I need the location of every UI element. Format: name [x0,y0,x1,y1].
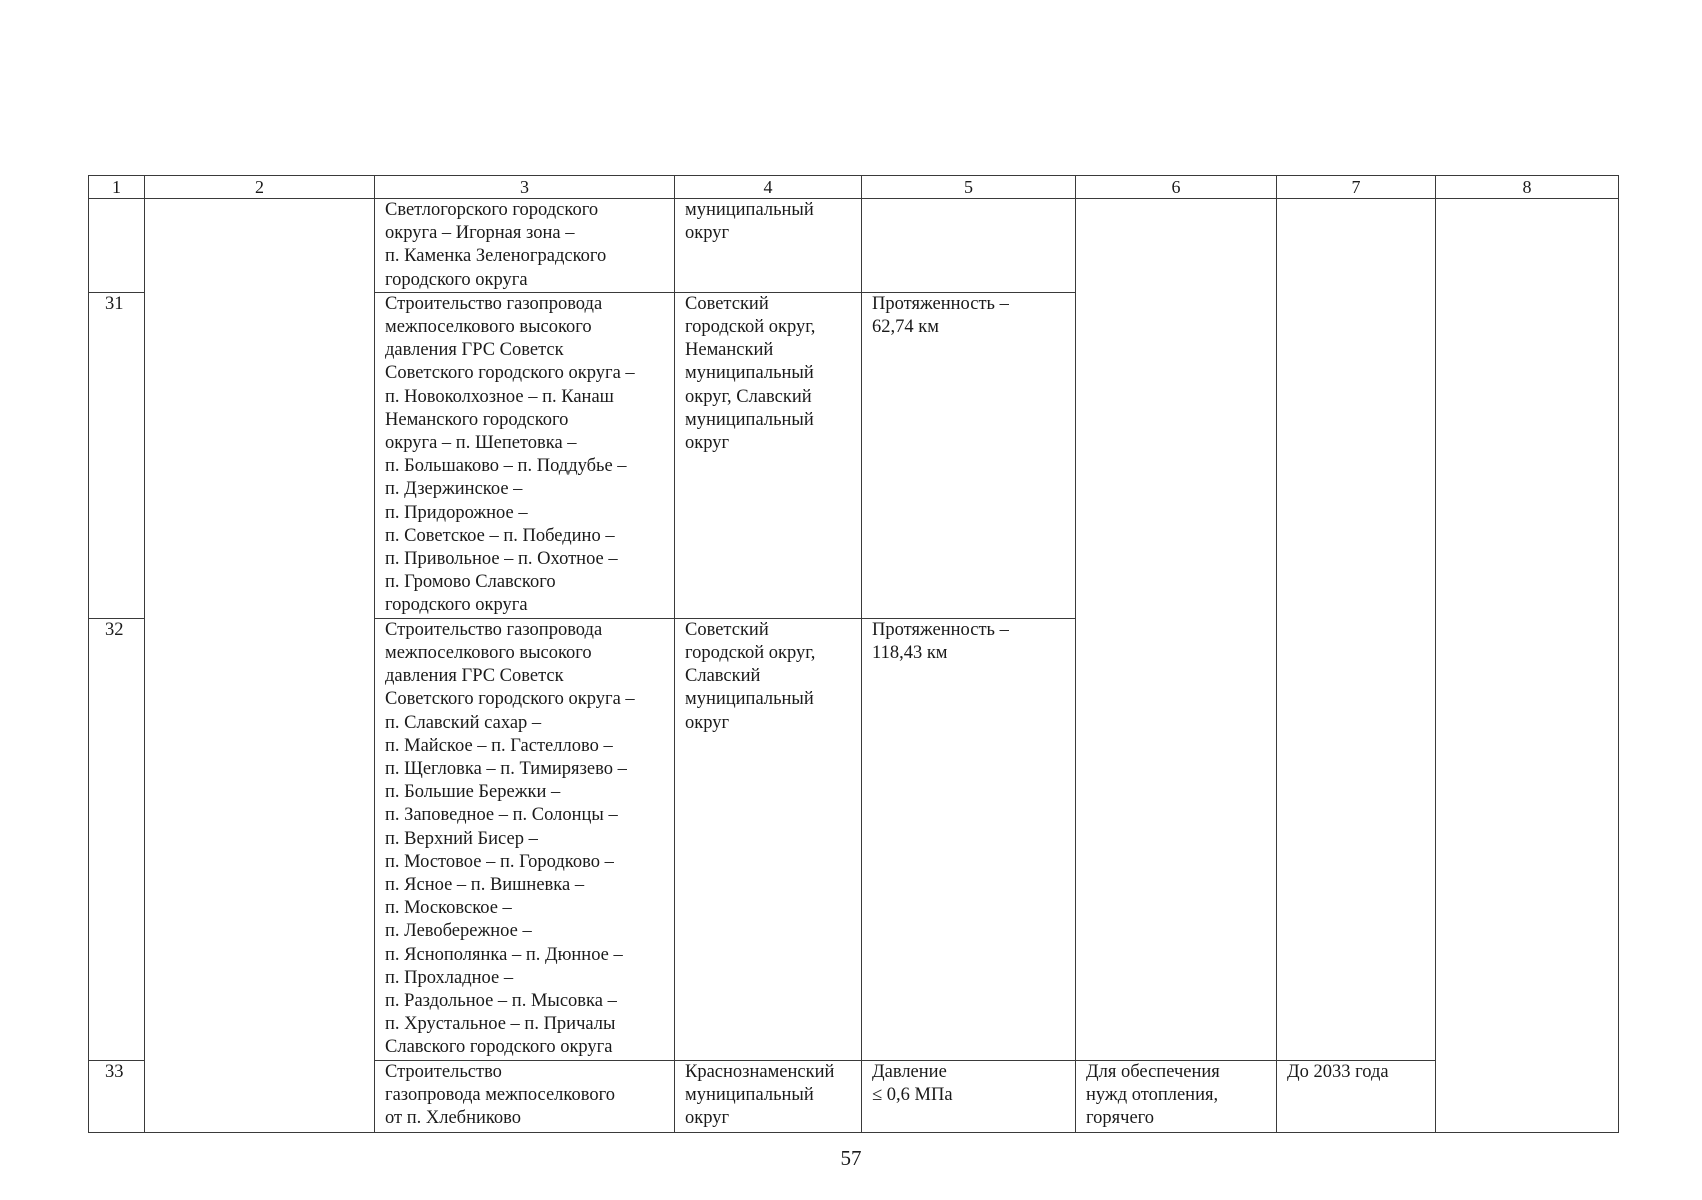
text-line: Неманский [685,340,774,361]
column-header: 3 [375,176,675,199]
group-column-2-cell [145,199,375,1133]
column-header: 8 [1436,176,1619,199]
deadline-merged-cell [1277,199,1436,1061]
text-line: Светлогорского городского [385,200,599,220]
purpose-merged-cell [1076,199,1277,1061]
text-line: горячего [1086,1108,1155,1129]
text-line: округа – п. Шепетовка – [385,433,577,454]
text-line: Советского городского округа – [385,363,635,384]
text-line: газопровода межпоселкового [385,1085,615,1106]
column-header: 2 [145,176,375,199]
text-line: нужд отопления, [1086,1085,1219,1106]
text-line: п. Левобережное – [385,921,532,942]
text-line: Давление [872,1061,947,1082]
location-cell [675,199,862,293]
text-line: от п. Хлебниково [385,1108,522,1129]
column-8-merged-cell [1436,199,1619,1133]
column-number-header-row [89,176,1619,199]
text-line: городского округа [385,595,528,616]
projects-table [88,175,1619,1133]
text-line: муниципальный [685,689,814,710]
text-line: п. Громово Славского [385,572,556,593]
text-line: п. Майское – п. Гастеллово – [385,735,613,756]
text-line: Строительство [385,1061,502,1082]
text-line: п. Прохладное – [385,967,514,988]
text-line: п. Новоколхозное – п. Канаш [385,386,614,407]
object-description-cell [375,199,675,293]
text-line: давления ГРС Советск [385,666,564,687]
row-number-cell: 32 [89,618,145,1060]
text-line: п. Яснополянка – п. Дюнное – [385,944,623,965]
text-line: п. Большие Бережки – [385,782,561,803]
column-header: 5 [862,176,1076,199]
text-line: Советского городского округа – [385,689,635,710]
text-line: межпоселкового высокого [385,643,592,664]
text-line: давления ГРС Советск [385,340,564,361]
text-line: округ [685,223,730,244]
column-header: 1 [89,176,145,199]
object-description-cell [375,292,675,618]
text-line: муниципальный [685,200,814,220]
text-line: Славского городского округа [385,1037,613,1058]
text-line: округ [685,712,730,733]
text-line: Советский [685,619,769,640]
text-line: Неманского городского [385,409,569,430]
text-line: п. Хрустальное – п. Причалы [385,1014,616,1035]
text-line: округа – Игорная зона – [385,223,575,244]
text-line: Краснознаменский [685,1061,835,1082]
row-number-cell: 33 [89,1060,145,1132]
text-line: п. Верхний Бисер – [385,828,538,849]
text-line: муниципальный [685,409,814,430]
text-line: п. Славский сахар – [385,712,542,733]
text-line: п. Мостовое – п. Городково – [385,851,614,872]
text-line: Для обеспечения [1086,1061,1220,1082]
characteristics-cell [862,618,1076,1060]
text-line: п. Привольное – п. Охотное – [385,549,618,570]
text-line: п. Придорожное – [385,502,528,523]
text-line: п. Московское – [385,898,512,919]
text-line: муниципальный [685,1085,814,1106]
location-cell [675,292,862,618]
text-line: п. Большаково – п. Поддубье – [385,456,627,477]
text-line: городского округа [385,269,528,290]
column-header: 6 [1076,176,1277,199]
text-line: Советский [685,293,769,314]
text-line: п. Раздольное – п. Мысовка – [385,991,617,1012]
text-line: Славский [685,666,761,687]
column-header: 7 [1277,176,1436,199]
object-description-cell [375,1060,675,1132]
text-line: городской округ, [685,317,816,338]
text-line: Протяженность – [872,619,1009,640]
text-line: Строительство газопровода [385,293,603,314]
text-line: ≤ 0,6 МПа [872,1085,953,1106]
page-number: 57 [840,1146,862,1170]
column-header: 4 [675,176,862,199]
row-number-cell [89,199,145,293]
characteristics-cell [862,1060,1076,1132]
location-cell [675,1060,862,1132]
text-line: п. Ясное – п. Вишневка – [385,875,585,896]
characteristics-cell [862,199,1076,293]
text-line: п. Дзержинское – [385,479,523,500]
location-cell [675,618,862,1060]
row-number-cell: 31 [89,292,145,618]
object-description-cell [375,618,675,1060]
text-line: округ [685,1108,730,1129]
text-line: Протяженность – [872,293,1009,314]
text-line: 62,74 км [872,317,939,338]
characteristics-cell [862,292,1076,618]
table-row-continued [89,199,1619,293]
purpose-cell [1076,1060,1277,1132]
text-line: межпоселкового высокого [385,317,592,338]
text-line: п. Каменка Зеленоградского [385,246,607,267]
text-line: округ, Славский [685,386,812,407]
text-line: Строительство газопровода [385,619,603,640]
text-line: городской округ, [685,643,816,664]
text-line: п. Советское – п. Победино – [385,525,615,546]
deadline-cell [1277,1060,1436,1132]
text-line: 118,43 км [872,643,948,664]
text-line: муниципальный [685,363,814,384]
text-line: п. Заповедное – п. Солонцы – [385,805,618,826]
text-line: округ [685,433,730,454]
text-line: До 2033 года [1287,1061,1389,1082]
text-line: п. Щегловка – п. Тимирязево – [385,759,627,780]
